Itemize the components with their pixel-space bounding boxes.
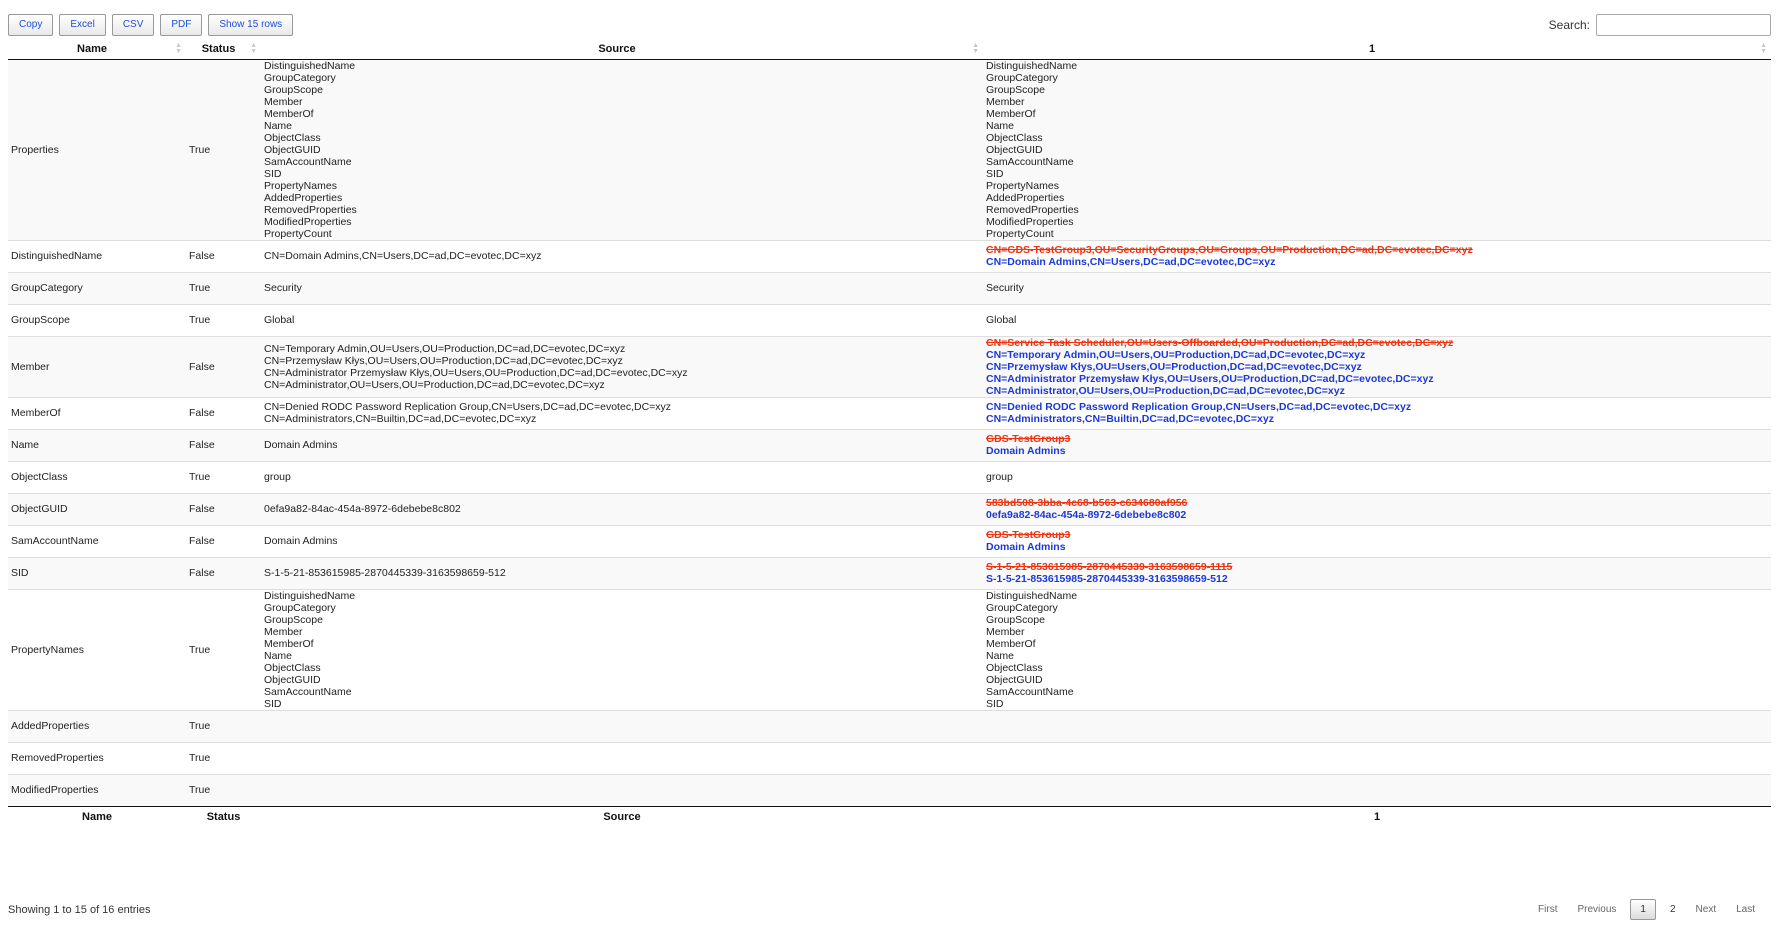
cell-status: True <box>186 59 261 240</box>
target-value-line: SamAccountName <box>986 685 1074 698</box>
column-header-1[interactable] <box>983 40 1771 59</box>
removed-value-line: CN=GDS-TestGroup3,OU=SecurityGroups,OU=Groups,OU=Production,DC=ad,DC=evotec,DC=xyz <box>986 244 1473 256</box>
table-row <box>8 525 1771 557</box>
cell-name: ObjectClass <box>8 461 186 493</box>
target-value-line: AddedProperties <box>986 191 1065 204</box>
target-value-line: ObjectClass <box>986 131 1043 144</box>
table-row <box>8 397 1771 429</box>
cell-source <box>261 774 983 806</box>
source-value-line: Security <box>264 282 302 294</box>
table-row <box>8 304 1771 336</box>
column-header-name[interactable] <box>8 40 186 59</box>
target-value-line: Name <box>986 119 1015 132</box>
added-value-line: CN=Administrator Przemysław Kłys,OU=Users,OU=Production,DC=ad,DC=evotec,DC=xyz <box>986 372 1434 385</box>
cell-target <box>983 774 1771 806</box>
cell-name: RemovedProperties <box>8 742 186 774</box>
cell-source <box>261 59 983 240</box>
source-value-line: GroupCategory <box>264 601 336 614</box>
table-row <box>8 710 1771 742</box>
sort-icon: ▲ ▼ <box>1760 42 1767 55</box>
cell-target <box>983 59 1771 240</box>
source-value-line: Name <box>264 119 293 132</box>
cell-source <box>261 589 983 710</box>
added-value-line: CN=Domain Admins,CN=Users,DC=ad,DC=evotec,DC=xyz <box>986 256 1276 268</box>
target-value-line: DistinguishedName <box>986 59 1078 72</box>
target-value-line: ObjectClass <box>986 661 1043 674</box>
source-value-line: CN=Temporary Admin,OU=Users,OU=Production,DC=ad,DC=evotec,DC=xyz <box>264 342 626 355</box>
search-box <box>1549 14 1771 36</box>
source-value-line: DistinguishedName <box>264 589 356 602</box>
table-row <box>8 272 1771 304</box>
source-value-line: S-1-5-21-853615985-2870445339-3163598659-512 <box>264 567 506 579</box>
table-row <box>8 493 1771 525</box>
source-value-line: CN=Administrator Przemysław Kłys,OU=Users,OU=Production,DC=ad,DC=evotec,DC=xyz <box>264 366 688 379</box>
page-length-button[interactable]: Show 15 rows <box>208 14 293 36</box>
added-value-line: CN=Administrators,CN=Builtin,DC=ad,DC=evotec,DC=xyz <box>986 413 1274 425</box>
source-value-line: CN=Przemysław Kłys,OU=Users,OU=Production,DC=ad,DC=evotec,DC=xyz <box>264 354 623 367</box>
table-row <box>8 240 1771 272</box>
source-value-line: GroupCategory <box>264 71 336 84</box>
added-value-line: CN=Denied RODC Password Replication Group,CN=Users,DC=ad,DC=evotec,DC=xyz <box>986 401 1412 413</box>
source-value-line: Name <box>264 649 293 662</box>
source-value-line: 0efa9a82-84ac-454a-8972-6debebe8c802 <box>264 503 461 515</box>
target-value-line: ModifiedProperties <box>986 215 1074 228</box>
sort-icon: ▲ ▼ <box>250 42 257 55</box>
footer-row <box>8 806 1771 827</box>
target-value-line: MemberOf <box>986 107 1036 120</box>
page-button-1[interactable]: 1 <box>1630 899 1656 920</box>
source-value-line: PropertyNames <box>264 179 337 192</box>
table-row <box>8 59 1771 240</box>
cell-status: False <box>186 397 261 429</box>
source-value-line: SamAccountName <box>264 155 352 168</box>
previous-page-button[interactable]: Previous <box>1577 904 1617 915</box>
table-row <box>8 774 1771 806</box>
target-value-line: GroupScope <box>986 83 1045 96</box>
target-value-line: SID <box>986 167 1004 180</box>
table-row <box>8 336 1771 397</box>
cell-source <box>261 493 983 525</box>
target-value-line: SamAccountName <box>986 155 1074 168</box>
added-value-line: Domain Admins <box>986 445 1066 457</box>
target-value-line: Name <box>986 649 1015 662</box>
csv-button[interactable]: CSV <box>112 14 155 36</box>
source-value-line: MemberOf <box>264 637 314 650</box>
target-value-line: GroupScope <box>986 613 1045 626</box>
cell-target <box>983 397 1771 429</box>
target-value-line: RemovedProperties <box>986 203 1079 216</box>
sort-icon: ▲ ▼ <box>175 42 182 55</box>
cell-name: GroupCategory <box>8 272 186 304</box>
cell-status: False <box>186 525 261 557</box>
target-value-line: Security <box>986 282 1024 294</box>
cell-target <box>983 336 1771 397</box>
cell-status: True <box>186 272 261 304</box>
cell-status: True <box>186 461 261 493</box>
target-value-line: ObjectGUID <box>986 143 1043 156</box>
cell-status: False <box>186 429 261 461</box>
target-value-line: group <box>986 471 1013 483</box>
cell-source <box>261 240 983 272</box>
source-value-line: RemovedProperties <box>264 203 357 216</box>
table-row <box>8 429 1771 461</box>
column-header-status[interactable] <box>186 40 261 59</box>
excel-button[interactable]: Excel <box>59 14 105 36</box>
target-value-line: MemberOf <box>986 637 1036 650</box>
cell-name: GroupScope <box>8 304 186 336</box>
source-value-line: GroupScope <box>264 613 323 626</box>
next-page-button[interactable]: Next <box>1695 904 1717 915</box>
source-value-line: ObjectGUID <box>264 143 321 156</box>
source-value-line: ObjectClass <box>264 131 321 144</box>
added-value-line: S-1-5-21-853615985-2870445339-3163598659-512 <box>986 573 1228 585</box>
cell-source <box>261 397 983 429</box>
cell-target <box>983 461 1771 493</box>
cell-name: DistinguishedName <box>8 240 186 272</box>
cell-source <box>261 461 983 493</box>
table-row <box>8 557 1771 589</box>
column-header-label: Source <box>598 43 636 56</box>
source-value-line: CN=Administrator,OU=Users,OU=Production,DC=ad,DC=evotec,DC=xyz <box>264 378 605 391</box>
removed-value-line: 583bd508-3bba-4c68-b563-c634680af956 <box>986 497 1188 509</box>
cell-target <box>983 240 1771 272</box>
target-value-line: SID <box>986 697 1004 710</box>
cell-name: PropertyNames <box>8 589 186 710</box>
source-value-line: CN=Administrators,CN=Builtin,DC=ad,DC=evotec,DC=xyz <box>264 413 537 425</box>
cell-source <box>261 742 983 774</box>
source-value-line: ObjectClass <box>264 661 321 674</box>
target-value-line: GroupCategory <box>986 601 1058 614</box>
target-value-line: GroupCategory <box>986 71 1058 84</box>
first-page-button[interactable]: First <box>1538 904 1558 915</box>
column-header-label: Status <box>201 43 236 56</box>
source-value-line: Member <box>264 95 303 108</box>
cell-source <box>261 304 983 336</box>
search-input[interactable] <box>1596 14 1771 36</box>
table-body <box>8 59 1771 806</box>
source-value-line: Domain Admins <box>264 439 338 451</box>
target-value-line: DistinguishedName <box>986 589 1078 602</box>
cell-status: False <box>186 493 261 525</box>
cell-target <box>983 304 1771 336</box>
cell-target <box>983 429 1771 461</box>
cell-status: True <box>186 742 261 774</box>
source-value-line: ModifiedProperties <box>264 215 352 228</box>
target-value-line: Global <box>986 314 1017 326</box>
table-row <box>8 589 1771 710</box>
cell-target <box>983 525 1771 557</box>
cell-target <box>983 557 1771 589</box>
cell-status: False <box>186 240 261 272</box>
cell-target <box>983 589 1771 710</box>
source-value-line: ObjectGUID <box>264 673 321 686</box>
added-value-line: 0efa9a82-84ac-454a-8972-6debebe8c802 <box>986 509 1187 521</box>
source-value-line: CN=Denied RODC Password Replication Group,CN=Users,DC=ad,DC=evotec,DC=xyz <box>264 401 672 413</box>
column-header-source[interactable] <box>261 40 983 59</box>
cell-name: ModifiedProperties <box>8 774 186 806</box>
column-header-label: 1 <box>1368 43 1376 56</box>
cell-name: SamAccountName <box>8 525 186 557</box>
source-value-line: Member <box>264 625 303 638</box>
target-value-line: PropertyCount <box>986 227 1054 240</box>
source-value-line: MemberOf <box>264 107 314 120</box>
cell-target <box>983 710 1771 742</box>
table-row <box>8 742 1771 774</box>
comparison-table <box>8 40 1771 827</box>
source-value-line: GroupScope <box>264 83 323 96</box>
target-value-line: ObjectGUID <box>986 673 1043 686</box>
column-footer-name: Name <box>8 806 186 827</box>
pdf-button[interactable]: PDF <box>160 14 202 36</box>
target-value-line: Member <box>986 625 1025 638</box>
source-value-line: DistinguishedName <box>264 59 356 72</box>
cell-name: Name <box>8 429 186 461</box>
cell-name: Member <box>8 336 186 397</box>
cell-source <box>261 336 983 397</box>
source-value-line: Domain Admins <box>264 535 338 547</box>
source-value-line: AddedProperties <box>264 191 343 204</box>
source-value-line: PropertyCount <box>264 227 332 240</box>
page-button-2[interactable]: 2 <box>1669 904 1676 915</box>
target-value-line: Member <box>986 95 1025 108</box>
export-toolbar <box>8 14 293 36</box>
search-label: Search: <box>1548 18 1590 32</box>
cell-name: ObjectGUID <box>8 493 186 525</box>
cell-target <box>983 493 1771 525</box>
added-value-line: CN=Temporary Admin,OU=Users,OU=Production,DC=ad,DC=evotec,DC=xyz <box>986 348 1366 361</box>
source-value-line: Global <box>264 314 295 326</box>
cell-status: True <box>186 710 261 742</box>
cell-source <box>261 525 983 557</box>
column-footer-source: Source <box>261 806 983 827</box>
source-value-line: CN=Domain Admins,CN=Users,DC=ad,DC=evotec,DC=xyz <box>264 250 542 262</box>
cell-name: Properties <box>8 59 186 240</box>
removed-value-line: S-1-5-21-853615985-2870445339-3163598659-1115 <box>986 561 1233 573</box>
cell-source <box>261 429 983 461</box>
cell-status: True <box>186 774 261 806</box>
cell-source <box>261 272 983 304</box>
cell-name: MemberOf <box>8 397 186 429</box>
pagination <box>1528 899 1765 920</box>
last-page-button[interactable]: Last <box>1736 904 1755 915</box>
source-value-line: SamAccountName <box>264 685 352 698</box>
sort-icon: ▲ ▼ <box>972 42 979 55</box>
added-value-line: CN=Przemysław Kłys,OU=Users,OU=Production,DC=ad,DC=evotec,DC=xyz <box>986 360 1362 373</box>
source-value-line: SID <box>264 167 282 180</box>
column-footer-1: 1 <box>983 806 1771 827</box>
cell-target <box>983 742 1771 774</box>
cell-status: False <box>186 557 261 589</box>
cell-name: AddedProperties <box>8 710 186 742</box>
cell-target <box>983 272 1771 304</box>
cell-status: True <box>186 304 261 336</box>
cell-source <box>261 710 983 742</box>
removed-value-line: GDS-TestGroup3 <box>986 529 1071 541</box>
added-value-line: CN=Administrator,OU=Users,OU=Production,DC=ad,DC=evotec,DC=xyz <box>986 384 1345 397</box>
added-value-line: Domain Admins <box>986 541 1066 553</box>
target-value-line: PropertyNames <box>986 179 1059 192</box>
source-value-line: group <box>264 471 291 483</box>
removed-value-line: GDS-TestGroup3 <box>986 433 1071 445</box>
cell-status: True <box>186 589 261 710</box>
column-header-label: Name <box>77 43 107 56</box>
table-row <box>8 461 1771 493</box>
cell-name: SID <box>8 557 186 589</box>
header-row <box>8 40 1771 59</box>
copy-button[interactable]: Copy <box>8 14 53 36</box>
table-info: Showing 1 to 15 of 16 entries <box>8 904 151 916</box>
source-value-line: SID <box>264 697 282 710</box>
column-footer-status: Status <box>186 806 261 827</box>
removed-value-line: CN=Service Task Scheduler,OU=Users-Offboarded,OU=Production,DC=ad,DC=evotec,DC=xyz <box>986 336 1454 349</box>
cell-status: False <box>186 336 261 397</box>
cell-source <box>261 557 983 589</box>
